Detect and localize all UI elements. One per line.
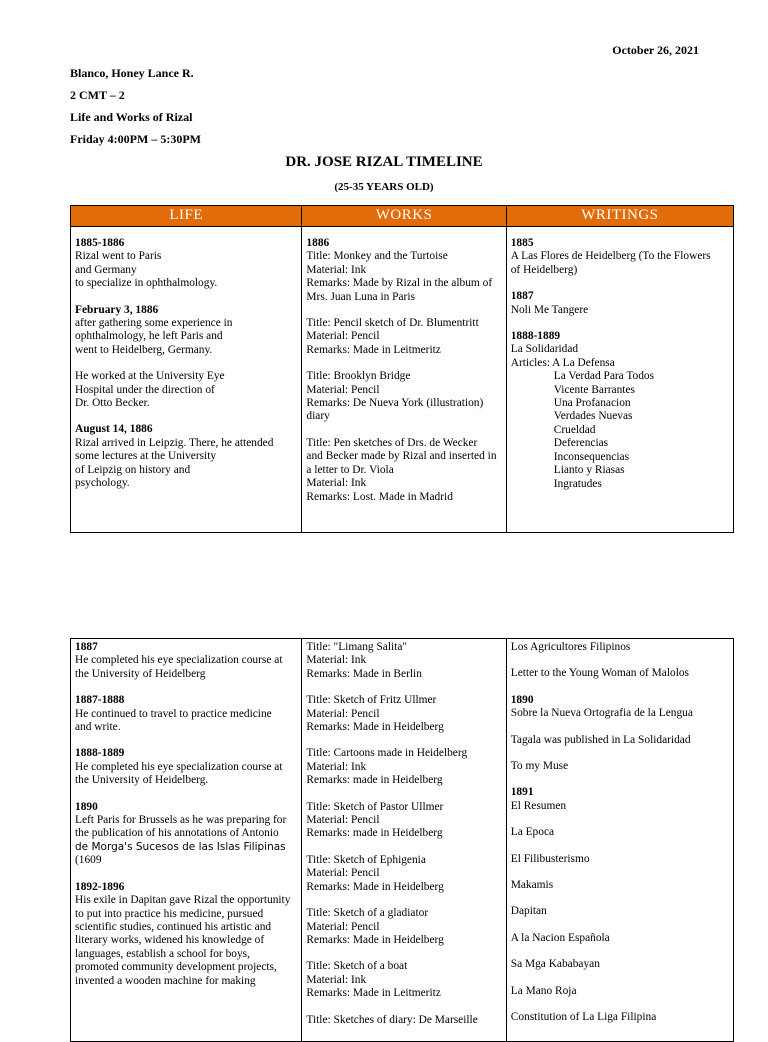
entry-year: February 3, 1886 [75,303,159,316]
timeline-table-1 [70,205,734,533]
article-title: Crueldad [553,423,596,436]
entry-line: Dapitan [510,905,547,918]
life-entry [75,694,297,734]
student-section: 2 CMT – 2 [70,88,125,102]
entry-line: Letter to the Young Woman of Malolos [510,667,689,680]
entry-line: invented a wooden machine for making [75,974,256,987]
entry-line: Remarks: Made in Berlin [306,667,422,680]
writing-entry [511,330,729,357]
entry-line: Material: Ink [306,973,367,986]
entry-line: promoted community development projects, [75,961,277,974]
entry-line: Remarks: Made in Heidelberg [306,721,444,734]
life-cell [71,639,302,1042]
life-entry [75,423,297,490]
entry-line: Title: "Limang Salita" [306,641,408,653]
entry-year: 1885-1886 [75,237,125,249]
entry-line: Tagala was published in La Solidaridad [510,733,691,746]
entry-line: Remarks: Made in Heidelberg [306,880,444,893]
entry-year: 1890 [75,800,98,813]
entry-line: He completed his eye specialization course at [75,760,283,773]
entry-line: He continued to travel to practice medicine [75,707,272,720]
work-entry [306,907,501,947]
column-header-life: LIFE [71,206,302,227]
entry-line: Material: Ink [306,263,367,276]
course-name: Life and Works of Rizal [70,110,193,124]
work-entry [306,317,501,357]
entry-line: A la Nacion Española [510,931,610,944]
entry-line: psychology. [75,477,130,490]
entry-line: de Morga's Sucesos de las Islas Filipinas [75,840,286,853]
work-entry [306,960,501,1000]
life-entry [75,304,297,358]
entry-line: languages, establish a school for boys, [75,947,250,960]
article-title: La Verdad Para Todos [553,370,655,383]
student-name: Blanco, Honey Lance R. [70,66,194,80]
entry-line: Remarks: Lost. Made in Madrid [306,490,453,503]
entry-line: some lectures at the University [75,450,217,463]
entry-line: Material: Ink [306,477,367,490]
entry-line: Title: Sketch of a gladiator [306,907,429,920]
entry-line: Material: Pencil [306,383,380,396]
writing-entry [511,853,729,866]
entry-line: A Las Flores de Heidelberg (To the Flowers [510,250,711,263]
life-entry [75,641,297,681]
entry-year: 1890 [510,693,534,706]
life-entry [75,237,297,291]
column-header-works: WORKS [302,206,506,227]
entry-line: Rizal arrived in Leipzig. There, he attended [75,436,274,449]
entry-line: Rizal went to Paris [75,250,162,263]
article-title: Lianto y Riasas [553,464,625,477]
life-cell [71,227,302,533]
entry-line: Material: Ink [306,654,367,667]
entry-line: Left Paris for Brussels as he was preparing for [75,814,287,827]
entry-line: of Leipzig on history and [75,463,191,476]
entry-line: Sobre la Nueva Ortografia de la Lengua [510,707,693,720]
writing-entry [511,734,729,747]
writing-entry [511,694,729,721]
entry-line: Title: Sketch of Ephigenia [306,853,426,866]
entry-line: scientific studies, continued his artistic and [75,920,272,933]
entry-line: (1609 [75,854,102,867]
entry-line: a letter to Dr. Viola [306,463,394,476]
document-subtitle: (25-35 YEARS OLD) [334,181,434,193]
life-entry [75,747,297,787]
life-entry [75,370,297,410]
entry-line: the publication of his annotations of Antonio [75,827,279,840]
article-title: Verdades Nuevas [553,410,633,423]
entry-line: diary [306,410,330,423]
article-title: Inconsequencias [553,450,630,463]
entry-year: August 14, 1886 [75,423,153,436]
entry-line: Mrs. Juan Luna in Paris [306,290,415,303]
entry-line: Noli Me Tangere [510,303,589,316]
writing-entry [511,760,729,773]
entry-line: after gathering some experience in [75,317,233,330]
entry-line: To my Muse [510,760,569,773]
entry-year: 1887-1888 [75,694,125,707]
writing-entry [511,879,729,892]
class-schedule: Friday 4:00PM – 5:30PM [70,132,201,146]
entry-line: He worked at the University Eye [75,370,225,383]
entry-line: La Solidaridad [510,343,579,356]
entry-line: Constitution of La Liga Filipina [510,1011,657,1024]
entry-line: Material: Pencil [306,920,380,933]
entry-line: Material: Pencil [306,814,380,827]
entry-line: the University of Heidelberg [75,667,206,680]
work-entry [306,694,501,734]
entry-line: ophthalmology, he left Paris and [75,330,223,343]
entry-line: La Mano Roja [510,984,577,997]
article-title: Vicente Barrantes [553,383,635,396]
entry-year: 1887 [510,290,534,303]
work-entry [306,747,501,787]
work-entry [306,641,501,681]
entry-year: 1892-1896 [75,880,125,893]
writing-entry [511,826,729,839]
work-entry [306,437,501,504]
writings-cell [506,227,733,533]
document-date: October 26, 2021 [612,43,699,57]
works-cell [302,639,506,1042]
entry-line: Sa Mga Kababayan [510,958,600,971]
entry-line: Title: Cartoons made in Heidelberg [306,747,468,760]
entry-line: Dr. Otto Becker. [75,397,150,410]
writing-entry [511,932,729,945]
entry-line: His exile in Dapitan gave Rizal the opportunity [75,894,291,907]
entry-line: Material: Pencil [306,330,380,343]
entry-year: 1887 [75,641,98,653]
entry-line: He completed his eye specialization course at [75,654,283,667]
work-entry [306,370,501,424]
entry-line: Title: Sketch of Pastor Ullmer [306,800,444,813]
entry-line: Title: Sketches of diary: De Marseille [306,1013,478,1026]
entry-year: 1885 [510,237,534,249]
writing-entry [511,905,729,918]
entry-line: to put into practice his medicine, pursued [75,907,264,920]
writing-entry [511,786,729,813]
entry-line: the University of Heidelberg. [75,774,209,787]
entry-line: Remarks: made in Heidelberg [306,774,443,787]
document-title: DR. JOSE RIZAL TIMELINE [285,154,483,170]
writing-entry [511,985,729,998]
writing-entry [511,237,729,277]
work-entry [306,237,501,304]
entry-year: 1888-1889 [75,747,125,760]
entry-line: Material: Pencil [306,867,380,880]
entry-line: Title: Pencil sketch of Dr. Blumentritt [306,317,479,330]
entry-year: 1891 [510,786,534,799]
life-entry [75,881,297,988]
entry-line: La Epoca [510,826,555,839]
writing-entry [511,641,729,654]
entry-line: Remarks: De Nueva York (illustration) [306,397,484,410]
entry-line: literary works, widened his knowledge of [75,934,265,947]
entry-line: Remarks: Made in Heidelberg [306,933,444,946]
entry-line: Hospital under the direction of [75,383,215,396]
entry-line: to specialize in ophthalmology. [75,277,218,290]
entry-line: and Becker made by Rizal and inserted in [306,450,497,463]
entry-line: Title: Sketch of Fritz Ullmer [306,694,437,707]
entry-line: Remarks: Made by Rizal in the album of [306,277,493,290]
entry-line: went to Heidelberg, Germany. [75,343,213,356]
timeline-table-2 [70,638,734,1042]
work-entry [306,854,501,894]
entry-line: Title: Pen sketches of Drs. de Wecker [306,436,478,449]
articles-label: Articles: A La Defensa [510,356,615,369]
entry-line: Remarks: Made in Leitmeritz [306,987,441,1000]
entry-line: Makamis [510,879,554,892]
entry-year: 1888-1889 [510,330,561,343]
entry-line: Material: Pencil [306,707,380,720]
entry-line: Title: Brooklyn Bridge [306,370,411,383]
column-header-writings: WRITINGS [506,206,733,227]
entry-year: 1886 [306,237,330,249]
article-title: Ingratudes [553,477,602,490]
entry-line: El Resumen [510,799,567,812]
writing-entry [511,958,729,971]
entry-line: Remarks: made in Heidelberg [306,827,443,840]
writings-cell [506,639,733,1042]
entry-line: Material: Ink [306,760,367,773]
writing-entry [511,1011,729,1024]
work-entry [306,1014,501,1027]
writing-entry [511,667,729,680]
article-title: Deferencias [553,437,609,450]
entry-line: and Germany [75,263,137,276]
entry-line: Los Agricultores Filipinos [510,641,631,653]
entry-line: El Filibusterismo [510,852,590,865]
writing-entry [511,290,729,317]
entry-line: Remarks: Made in Leitmeritz [306,343,441,356]
entry-line: Title: Monkey and the Turtoise [306,250,448,263]
entry-line: and write. [75,721,121,734]
life-entry [75,801,297,868]
work-entry [306,801,501,841]
entry-line: of Heidelberg) [510,263,578,276]
article-title: Una Profanacion [553,397,631,410]
entry-line: Title: Sketch of a boat [306,960,408,973]
works-cell [302,227,506,533]
